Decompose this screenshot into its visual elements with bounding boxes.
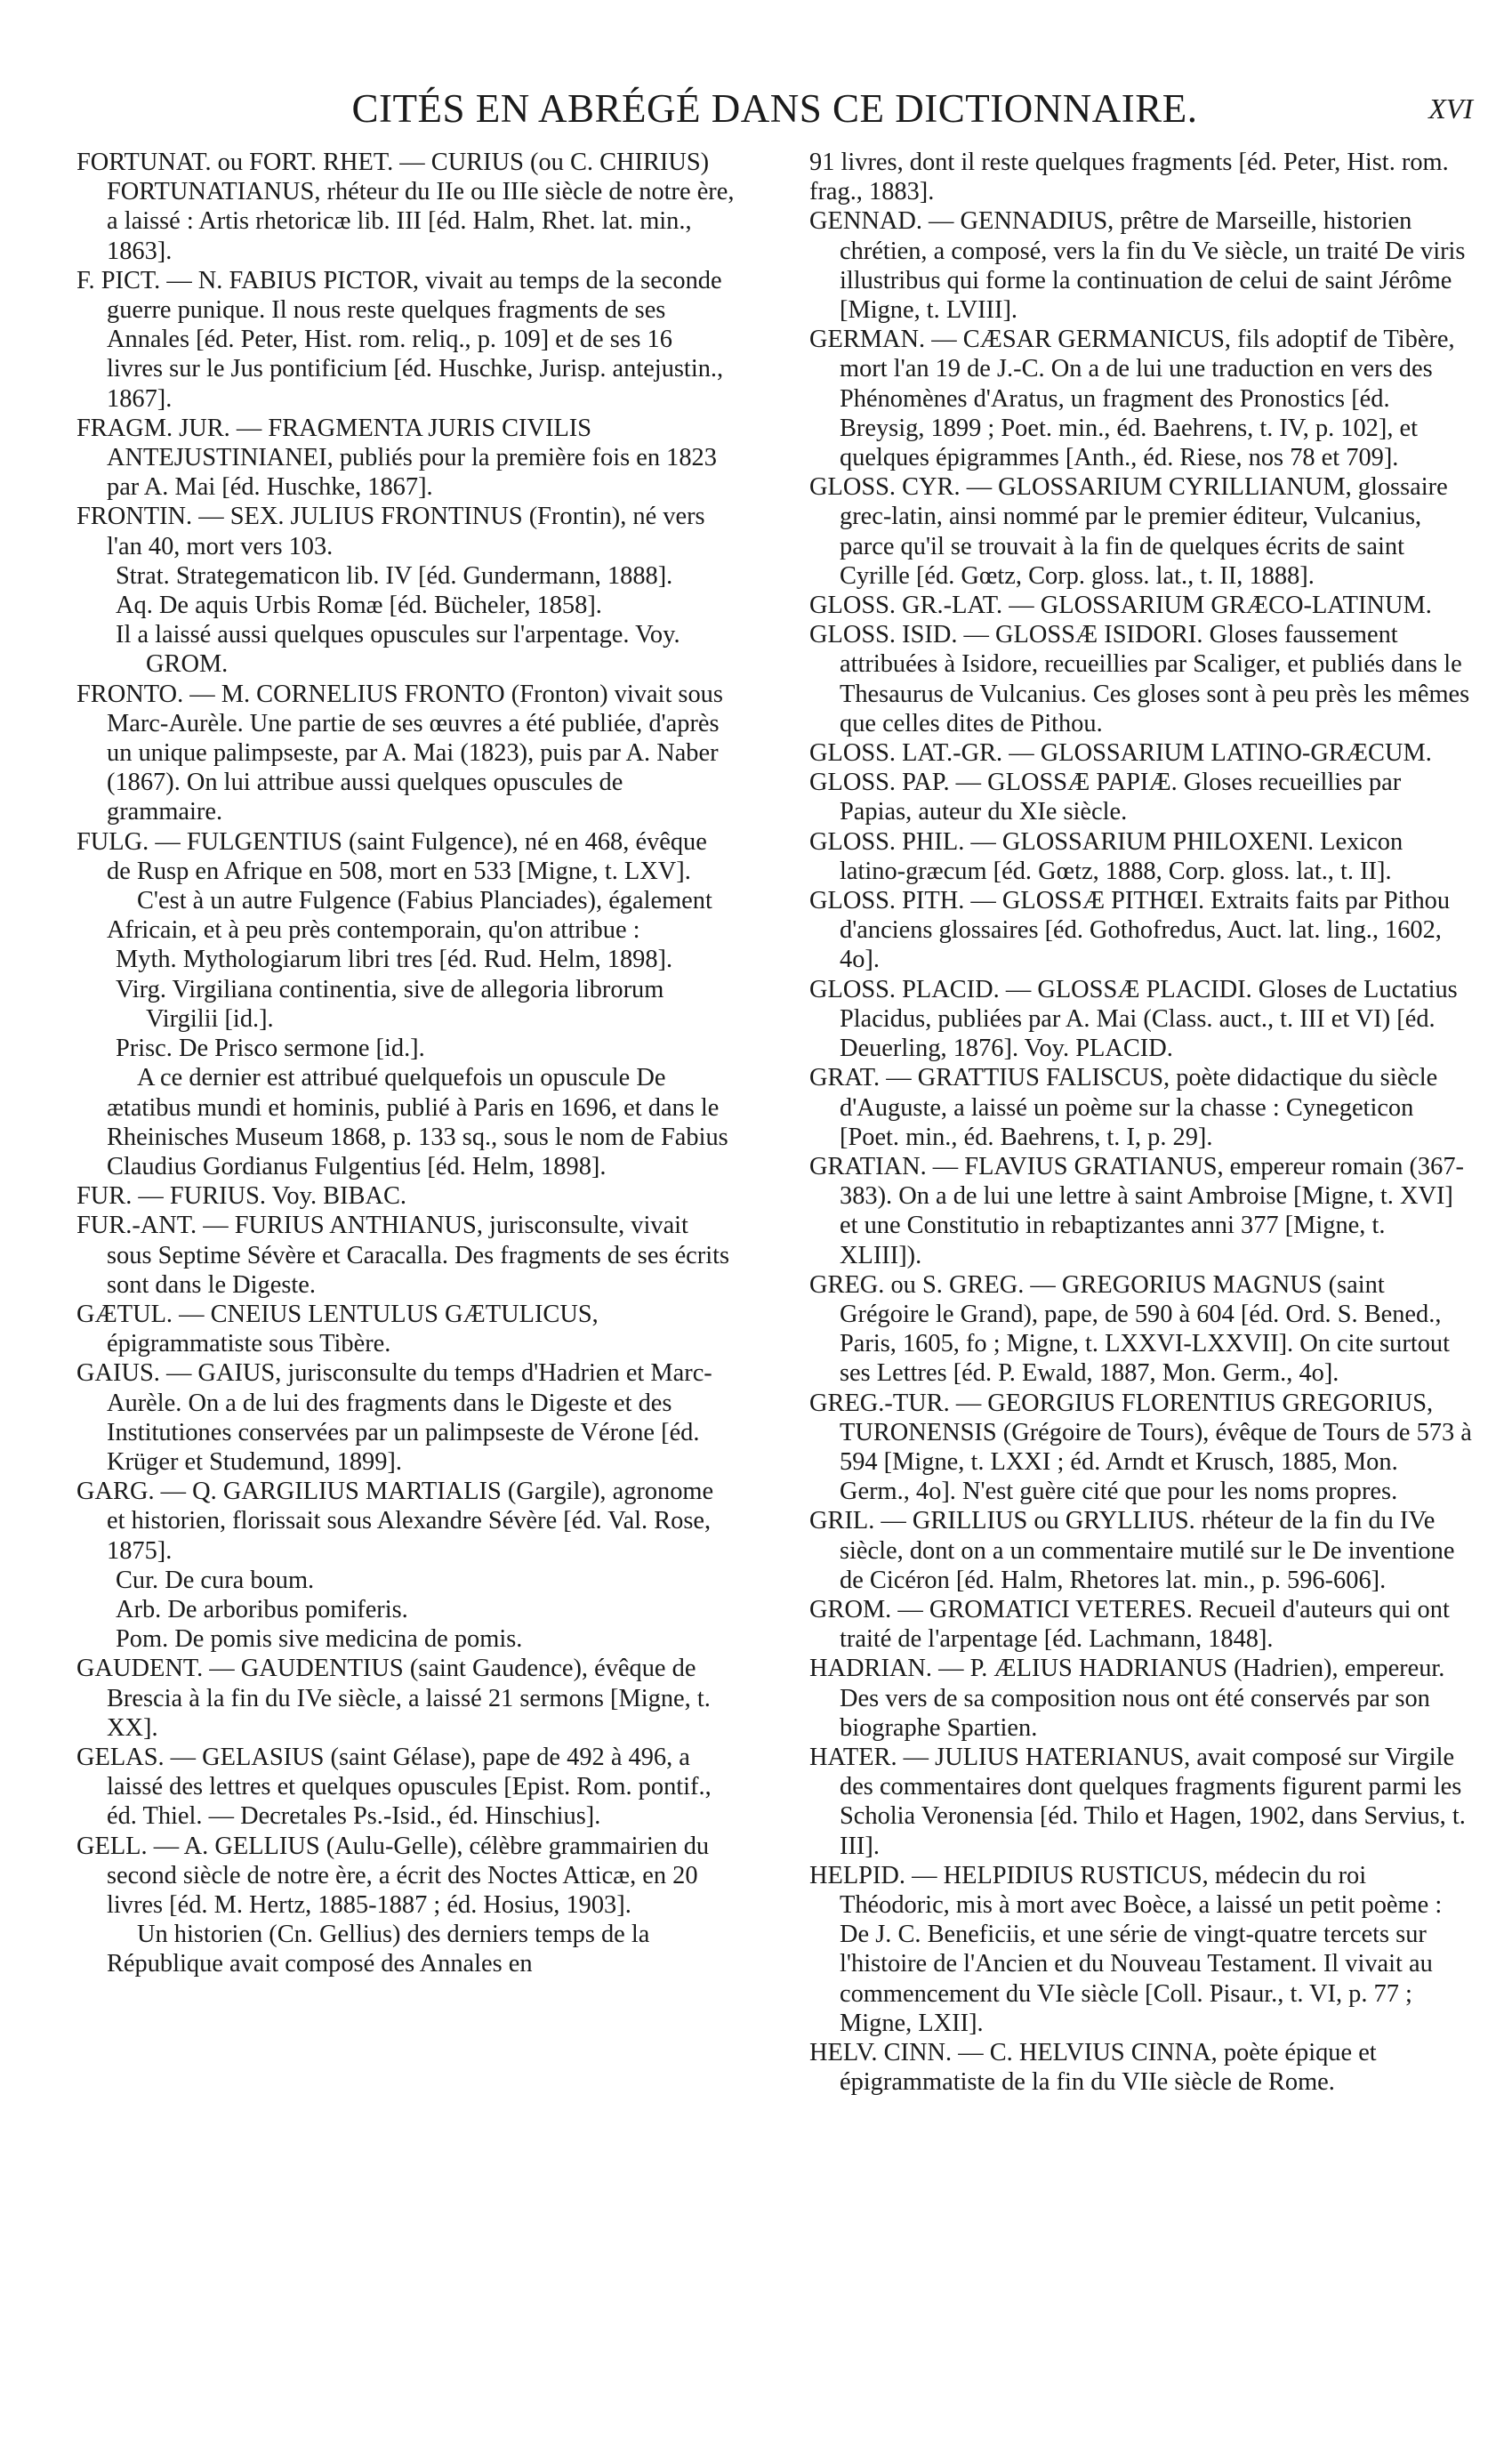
dictionary-entry: GLOSS. PHIL. — GLOSSARIUM PHILOXENI. Lexicon latino-græcum [éd. Gœtz, 1888, Corp. gloss. lat., t. II]. bbox=[809, 827, 1403, 885]
dictionary-entry: GARG. — Q. GARGILIUS MARTIALIS (Gargile), agronome et historien, florissait sous Alexandre Sévère [éd. Val. Rose, 1875]. bbox=[76, 1478, 714, 1565]
dictionary-entry: GERMAN. — CÆSAR GERMANICUS, fils adoptif de Tibère, mort l'an 19 de J.-C. On a de lui une traduction en vers des Phénomènes d'Aratus, un fragment des Pronostics [éd. Breysig, 1899 ; Poet. min., éd. Baehrens, t. IV, p. 102], et quelques épigrammes [Anth., éd. Riese, nos 78 et 709]. bbox=[809, 326, 1455, 472]
dictionary-entry: F. PICT. — N. FABIUS PICTOR, vivait au temps de la seconde guerre punique. Il nous reste quelques fragments de ses Annales [éd. Peter, Hist. rom. reliq., p. 109] et de ses 16 livres sur le Jus pontificium [éd. Huschke, Jurisp. antejustin., 1867]. bbox=[76, 266, 724, 413]
dictionary-entry: Prisc. De Prisco sermone [id.]. bbox=[116, 1035, 425, 1063]
dictionary-entry: GLOSS. CYR. — GLOSSARIUM CYRILLIANUM, glossaire grec-latin, ainsi nommé par le premier éditeur, Vulcanius, parce qu'il se trouvait à la fin de quelques écrits de saint Cyrille [éd. Gœtz, Corp. gloss. lat., t. II, 1888]. bbox=[809, 473, 1448, 590]
dictionary-entry: Il a laissé aussi quelques opuscules sur l'arpentage. Voy. GROM. bbox=[116, 621, 680, 679]
dictionary-entry: A ce dernier est attribué quelquefois un opuscule De ætatibus mundi et hominis, publié à Paris en 1696, et dans le Rheinisches Museum 1868, p. 133 sq., sous le nom de Fabius Claudius Gordianus Fulgentius [éd. Helm, 1898]. bbox=[107, 1064, 728, 1180]
dictionary-entry: GAIUS. — GAIUS, jurisconsulte du temps d'Hadrien et Marc-Aurèle. On a de lui des fragments dans le Digeste et des Institutiones conservées par un palimpseste de Vérone [éd. Krüger et Studemund, 1899]. bbox=[76, 1359, 712, 1476]
dictionary-entry: Virg. Virgiliana continentia, sive de allegoria librorum Virgilii [id.]. bbox=[116, 975, 664, 1033]
dictionary-entry: GRATIAN. — FLAVIUS GRATIANUS, empereur romain (367-383). On a de lui une lettre à saint Ambroise [Migne, t. XVI] et une Constitutio in rebaptizantes anni 377 [Migne, t. XLIII]). bbox=[809, 1152, 1464, 1269]
dictionary-entry: C'est à un autre Fulgence (Fabius Planciades), également Africain, et à peu près contemporain, qu'on attribue : bbox=[107, 887, 712, 945]
left-column bbox=[76, 148, 735, 1979]
dictionary-entry: GLOSS. LAT.-GR. — GLOSSARIUM LATINO-GRÆCUM. bbox=[809, 739, 1432, 768]
dictionary-entry: HELPID. — HELPIDIUS RUSTICUS, médecin du roi Théodoric, mis à mort avec Boèce, a laissé un petit poème : De J. C. Beneficiis, et une série de vingt-quatre tercets sur l'histoire de l'Ancien et du Nouveau Testament. Il vivait au commencement du VIe siècle [Coll. Pisaur., t. VI, p. 77 ; Migne, LXII]. bbox=[809, 1861, 1443, 2037]
dictionary-entry: Aq. De aquis Urbis Romæ [éd. Bücheler, 1858]. bbox=[116, 592, 602, 620]
dictionary-entry: GLOSS. ISID. — GLOSSÆ ISIDORI. Gloses faussement attribuées à Isidore, recueillies par Scaliger, et publiés dans le Thesaurus de Vulcanius. Ces gloses sont à peu près les mêmes que celles dites de Pithou. bbox=[809, 621, 1470, 737]
dictionary-entry: GLOSS. PLACID. — GLOSSÆ PLACIDI. Gloses de Luctatius Placidus, publiées par A. Mai (Class. auct., t. III et VI) [éd. Deuerling, 1876]. Voy. PLACID. bbox=[809, 975, 1458, 1063]
dictionary-entry: Arb. De arboribus pomiferis. bbox=[116, 1595, 408, 1623]
dictionary-entry: HADRIAN. — P. ÆLIUS HADRIANUS (Hadrien), empereur. Des vers de sa composition nous ont été conservés par son biographe Spartien. bbox=[809, 1655, 1445, 1742]
dictionary-entry: FORTUNAT. ou FORT. RHET. — CURIUS (ou C. CHIRIUS) FORTUNATIANUS, rhéteur du IIe ou IIIe siècle de notre ère, a laissé : Artis rhetoricæ lib. III [éd. Halm, Rhet. lat. min., 1863]. bbox=[76, 149, 735, 265]
dictionary-entry: Un historien (Cn. Gellius) des derniers temps de la République avait composé des Annales en bbox=[107, 1921, 650, 1978]
dictionary-entry: Myth. Mythologiarum libri tres [éd. Rud. Helm, 1898]. bbox=[116, 946, 673, 974]
dictionary-entry: FRAGM. JUR. — FRAGMENTA JURIS CIVILIS ANTEJUSTINIANEI, publiés pour la première fois en 1823 par A. Mai [éd. Huschke, 1867]. bbox=[76, 414, 717, 502]
dictionary-entry: 91 livres, dont il reste quelques fragments [éd. Peter, Hist. rom. frag., 1883]. bbox=[809, 149, 1449, 206]
dictionary-entry: GELAS. — GELASIUS (saint Gélase), pape de 492 à 496, a laissé des lettres et quelques opuscules [Epist. Rom. pontif., éd. Thiel. — Decretales Ps.-Isid., éd. Hinschius]. bbox=[76, 1743, 712, 1831]
dictionary-entry: Strat. Strategematicon lib. IV [éd. Gundermann, 1888]. bbox=[116, 561, 673, 590]
dictionary-entry: GREG.-TUR. — GEORGIUS FLORENTIUS GREGORIUS, TURONENSIS (Grégoire de Tours), évêque de Tours de 573 à 594 [Migne, t. LXXI ; éd. Arndt et Krusch, 1885, Mon. Germ., 4o]. N'est guère cité que pour les noms propres. bbox=[809, 1389, 1472, 1506]
dictionary-entry: FUR.-ANT. — FURIUS ANTHIANUS, jurisconsulte, vivait sous Septime Sévère et Caracalla. Des fragments de ses écrits sont dans le Digeste. bbox=[76, 1212, 730, 1299]
dictionary-entry: GELL. — A. GELLIUS (Aulu-Gelle), célèbre grammairien du second siècle de notre ère, a écrit des Noctes Atticæ, en 20 livres [éd. M. Hertz, 1885-1887 ; éd. Hosius, 1903]. bbox=[76, 1832, 710, 1919]
right-column bbox=[809, 148, 1473, 2097]
dictionary-entry: FRONTO. — M. CORNELIUS FRONTO (Fronton) vivait sous Marc-Aurèle. Une partie de ses œuvres a été publiée, d'après un unique palimpseste, par A. Mai (1823), puis par A. Naber (1867). On lui attribue aussi quelques opuscules de grammaire. bbox=[76, 680, 723, 826]
dictionary-entry: GRIL. — GRILLIUS ou GRYLLIUS. rhéteur de la fin du IVe siècle, dont on a un commentaire mutilé sur le De inventione de Cicéron [éd. Halm, Rhetores lat. min., p. 596-606]. bbox=[809, 1507, 1455, 1594]
dictionary-entry: GÆTUL. — CNEIUS LENTULUS GÆTULICUS, épigrammatiste sous Tibère. bbox=[76, 1300, 599, 1358]
dictionary-entry: Pom. De pomis sive medicina de pomis. bbox=[116, 1625, 523, 1654]
dictionary-entry: GROM. — GROMATICI VETERES. Recueil d'auteurs qui ont traité de l'arpentage [éd. Lachmann, 1848]. bbox=[809, 1595, 1450, 1654]
dictionary-entry: HELV. CINN. — C. HELVIUS CINNA, poète épique et épigrammatiste de la fin du VIIe siècle de Rome. bbox=[809, 2039, 1377, 2097]
dictionary-entry: HATER. — JULIUS HATERIANUS, avait composé sur Virgile des commentaires dont quelques fragments figurent parmi les Scholia Veronensia [éd. Thilo et Hagen, 1902, dans Servius, t. III]. bbox=[809, 1743, 1466, 1860]
dictionary-entry: GAUDENT. — GAUDENTIUS (saint Gaudence), évêque de Brescia à la fin du IVe siècle, a laissé 21 sermons [Migne, t. XX]. bbox=[76, 1655, 711, 1742]
dictionary-entry: GRAT. — GRATTIUS FALISCUS, poète didactique du siècle d'Auguste, a laissé un poème sur la chasse : Cynegeticon [Poet. min., éd. Baehrens, t. I, p. 29]. bbox=[809, 1064, 1438, 1151]
running-title: CITÉS EN ABRÉGÉ DANS CE DICTIONNAIRE. bbox=[351, 86, 1198, 131]
dictionary-entry: GLOSS. PITH. — GLOSSÆ PITHŒI. Extraits faits par Pithou d'anciens glossaires [éd. Gothofredus, Auct. lat. ling., 1602, 4o]. bbox=[809, 887, 1451, 974]
dictionary-entry: FUR. — FURIUS. Voy. BIBAC. bbox=[76, 1182, 407, 1211]
dictionary-entry: FRONTIN. — SEX. JULIUS FRONTINUS (Frontin), né vers l'an 40, mort vers 103. bbox=[76, 503, 705, 560]
dictionary-entry: FULG. — FULGENTIUS (saint Fulgence), né en 468, évêque de Rusp en Afrique en 508, mort en 533 [Migne, t. LXV]. bbox=[76, 827, 707, 885]
dictionary-entry: GLOSS. PAP. — GLOSSÆ PAPIÆ. Gloses recueillies par Papias, auteur du XIe siècle. bbox=[809, 769, 1402, 826]
dictionary-entry: GENNAD. — GENNADIUS, prêtre de Marseille, historien chrétien, a composé, vers la fin du Ve siècle, un traité De viris illustribus qui forme la continuation de celui de saint Jérôme [Migne, t. LVIII]. bbox=[809, 207, 1466, 325]
dictionary-entry: GLOSS. GR.-LAT. — GLOSSARIUM GRÆCO-LATINUM. bbox=[809, 592, 1432, 620]
dictionary-entry: Cur. De cura boum. bbox=[116, 1566, 315, 1594]
dictionary-entry: GREG. ou S. GREG. — GREGORIUS MAGNUS (saint Grégoire le Grand), pape, de 590 à 604 [éd. Ord. S. Bened., Paris, 1605, fo ; Migne, t. LXXVI-LXXVII]. On cite surtout ses Lettres [éd. P. Ewald, 1887, Mon. Germ., 4o]. bbox=[809, 1270, 1450, 1388]
page-header bbox=[76, 85, 1473, 139]
page-number: XVI bbox=[1428, 93, 1473, 125]
